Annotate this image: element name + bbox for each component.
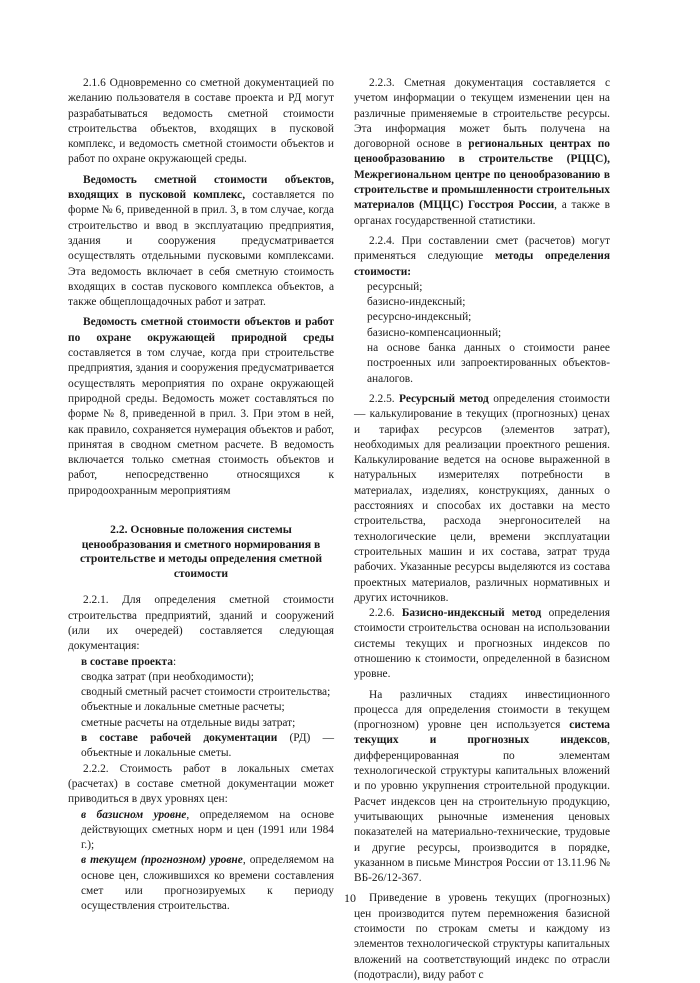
p226-number: 2.2.6. <box>369 607 402 620</box>
paragraph-privedenie: Приведение в уровень текущих (прогнозных) цен производится путем перемножения базисной стоимости по строкам сметы и каждому из элементов технологической структуры капитальных вложений на соответствующий индекс по отрасли (подотрасли), виду работ с <box>354 892 610 981</box>
paragraph-2-2-1: 2.2.1. Для определения сметной стоимости строительства предприятий, зданий и сооружений (или их очередей) составляется следующая документация: <box>68 594 334 653</box>
paragraph-2-2-6 <box>354 606 610 682</box>
vedomost-puskovoy-heading: Ведомость сметной стоимости объектов, входящих в пусковой комплекс, <box>68 173 334 202</box>
base-level-label: в базисном уровне <box>81 808 187 821</box>
paragraph-2-2-5 <box>354 392 610 606</box>
paragraph-vedomost-okhrana <box>68 315 334 499</box>
p224-methods: методы определения стоимости: <box>354 250 610 278</box>
paragraph-vedomost-puskovoy <box>68 173 334 311</box>
in-rd-text: (РД) — объектные и локальные сметы. <box>81 732 334 760</box>
list-base-level <box>68 808 334 854</box>
list-item-svodny: сводный сметный расчет стоимости строительства; <box>81 686 331 699</box>
p226-text: определения стоимости строительства основан на использовании системы текущих и прогнозных индексов по отношению к стоимости, определенной в базисном уровне. <box>354 607 610 681</box>
method-item-4: базисно-компенсационный; <box>367 326 502 339</box>
p225-number: 2.2.5. <box>369 392 400 405</box>
p223-text-a: 2.2.3. Сметная документация составляется с учетом информации о текущем изменении цен на различные применяемые в строительстве ресурсы. Эта информация может быть получена на договорной основе в <box>354 77 610 151</box>
p223-centers: региональных центрах по ценообразованию в строительстве (РЦЦС), Межрегиональном центре по ценообразованию в строительстве и промышленности строительных материалов (МЦЦС) Госстроя России <box>354 138 610 212</box>
stages-index-system: система текущих и прогнозных индексов <box>354 719 610 747</box>
section-title-2-2: 2.2. Основные положения системы ценообразования и сметного нормирования в строительстве и методы определения сметной стоимости <box>79 523 323 580</box>
base-level-text: , определяемом на основе действующих сметных норм и цен (1991 или 1984 г.); <box>81 808 335 852</box>
list-item-svodka: сводка затрат (при необходимости); <box>81 670 254 683</box>
paragraph-2-2-2: 2.2.2. Стоимость работ в локальных сметах (расчетах) в составе сметной документации может приводиться в двух уровнях цен: <box>68 762 334 806</box>
paragraph-2-1-6: 2.1.6 Одновременно со сметной документацией по желанию пользователя в составе проекта и РД могут разрабатываться ведомость сметной стоимости строительства объектов, входящих в пусковой комплекс, и ведомость сметной стоимости объектов и работ по охране окружающей среды. <box>68 77 334 166</box>
right-column <box>354 76 610 983</box>
p223-text-c: , а также в органах государственной статистики. <box>354 199 611 227</box>
current-level-text: , определяемом на основе цен, сложившихся ко времени составления смет или прогнозируемых к периоду осуществления строительства. <box>81 854 335 913</box>
paragraph-2-2-4 <box>354 234 610 280</box>
list-in-rd <box>68 731 334 762</box>
page-number: 10 <box>344 891 356 905</box>
stages-text-rest: , дифференцированная по элементам технологической структуры капитальных вложений и по уровню укрупнения строительной продукции. Расчет индексов цен на строительную продукцию, учитывающих рыночные изменения ценовых показателей на материально-технические, трудовые и другие ресурсы, производится в порядке, указанном в письме Минстроя России от 13.11.96 № ВБ-26/12-367. <box>354 734 610 885</box>
method-item-3: ресурсно-индексный; <box>367 311 472 324</box>
p225-method-name: Ресурсный метод <box>399 392 489 405</box>
list-item-smetnye-rascety: сметные расчеты на отдельные виды затрат; <box>81 716 296 729</box>
p226-method-name: Базисно-индексный метод <box>401 607 542 620</box>
current-level-label: в текущем (прогнозном) уровне <box>81 854 243 867</box>
in-project-colon: : <box>172 655 177 668</box>
in-rd-label: в составе рабочей документации <box>81 732 278 745</box>
paragraph-2-2-3 <box>354 76 610 229</box>
p224-text: 2.2.4. При составлении смет (расчетов) могут применяться следующие <box>354 234 610 263</box>
p225-text: определения стоимости — калькулирование в текущих (прогнозных) ценах и тарифах ресурсов (элементов затрат), необходимых для реализации проектного решения. Калькулирование ведется на основе выраженной в натуральных измерителях потребности в материалах, изделиях, конструкциях, данных о расстояниях и способах их доставки на место строительства, расхода энергоносителей на технологические цели, времени эксплуатации строительных машин и их состава, затрат труда рабочих. Указанные ресурсы выделяются из состава проектных материалов, различных нормативных и других источников. <box>354 392 610 604</box>
method-item-2: базисно-индексный; <box>367 296 466 309</box>
vedomost-okhrana-text: составляется в том случае, когда при строительстве предприятия, здания и сооружения предусматривается осуществлять мероприятия по охране окружающей природной среды. Ведомость может составляться по форме № 8, приведенной в прил. 3. При этом в ней, как правило, сохраняется нумерация объектов и работ, принятая в сводном сметном расчете. В ведомость включается только сметная стоимость объектов и работ, непосредственно относящихся к природоохранным мероприятиям <box>68 347 334 497</box>
stages-text-a: На различных стадиях инвестиционного процесса для определения стоимости в текущем (прогнозном) уровне цен используется <box>354 688 610 732</box>
vedomost-puskovoy-text: составляется по форме № 6, приведенной в прил. 3, в том случае, когда строительство и ввод в эксплуатацию предприятия, здания и сооружения предусматривается осуществлять отдельными пусковыми комплексами. Эта ведомость включает в себя сметную стоимость входящих в состав пускового комплекса объектов, а также общеплощадочных работ и затрат. <box>68 189 335 309</box>
method-item-5: на основе банка данных о стоимости ранее построенных или запроектированных объектов-аналогов. <box>367 342 610 385</box>
left-column <box>68 76 334 915</box>
list-item-obektnye: объектные и локальные сметные расчеты; <box>81 701 285 714</box>
in-project-label: в составе проекта <box>81 655 173 668</box>
list-in-project <box>68 655 334 670</box>
vedomost-okhrana-heading: Ведомость сметной стоимости объектов и работ по охране окружающей природной среды <box>68 316 334 344</box>
method-item-1: ресурсный; <box>367 280 423 293</box>
paragraph-stages <box>354 688 610 887</box>
